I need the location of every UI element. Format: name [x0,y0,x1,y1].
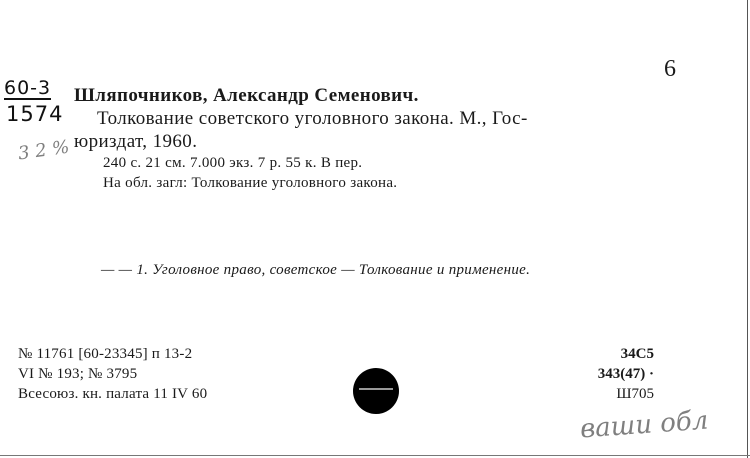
publisher-line: Всесоюз. кн. палата 11 IV 60 [18,386,208,402]
author-heading: Шляпочников, Александр Семенович. [74,85,419,106]
title-line-2: юриздат, 1960. [74,131,198,152]
pencil-note: 3 2 % [16,136,71,165]
registration-line: № 11761 [60-23345] п 13-2 [18,346,193,362]
cover-title-note: На обл. загл: Толкование уголовного закона. [103,175,398,191]
punch-hole [353,368,399,414]
classification-1: 34С5 [620,346,654,362]
classification-2: 343(47) · [597,366,654,382]
subject-tracing: — — 1. Уголовное право, советское — Толкование и применение. [101,262,531,278]
series-line: VI № 193; № 3795 [18,366,138,382]
title-line-1: Толкование советского уголовного закона. М., Гос- [97,108,528,129]
card-number: 6 [664,56,676,82]
card-edge-bottom [0,455,750,456]
card-edge-right [747,0,748,458]
handwritten-signature: ваши обл [579,405,710,445]
call-number-line1: 60-3 [4,77,52,99]
call-number-line2: 1574 [6,102,64,126]
collation-line: 240 с. 21 см. 7.000 экз. 7 р. 55 к. В пер. [103,155,363,171]
author-mark: Ш705 [616,386,654,402]
